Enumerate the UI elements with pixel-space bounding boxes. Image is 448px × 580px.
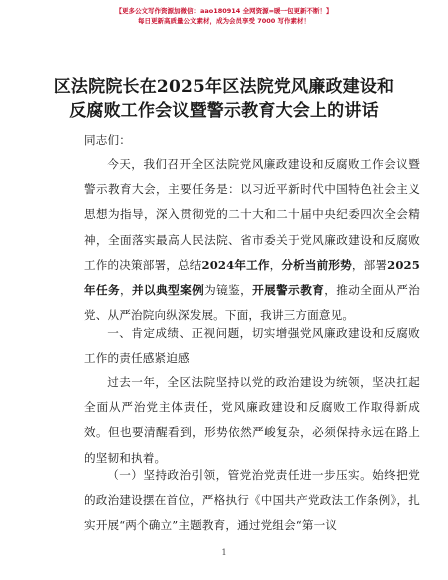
promo-banner-line2: 每日更新高质量公文素材，成为会员享受 7000 写作素材！	[137, 17, 311, 25]
intro-text-a: 今天，我们召开全区法院党风廉政建设和反腐败工作会议暨警示教育大会，主要任务是：以习近平新时代中国特色社会主义思想为指导，深入贯彻党的二十大和二十届中央纪委四次全会精神，全面落实最高人民法院、省市委关于党风廉政建设和反腐败工作的决策部署，总结	[84, 157, 420, 272]
body-paragraph-2: 过去一年，全区法院坚持以党的政治建设为统领，坚决扛起全面从严治党主体责任，党风廉政建设和反腐败工作取得新成效。但也要清醒看到，形势依然严峻复杂，必须保持永远在路上的坚韧和执着。	[84, 375, 420, 465]
page-number: 1	[221, 548, 227, 557]
intro-bold-2025-tasks: 2025年任务	[84, 257, 420, 298]
intro-paragraph	[84, 152, 420, 328]
intro-text-e: ，部署	[351, 257, 388, 272]
intro-bold-cases: 并以典型案例	[132, 283, 205, 298]
intro-bold-situation: 分析当前形势	[281, 257, 352, 272]
promo-banner-line1: 【更多公文写作资源加微信：aao180914 全网资源=暖一包更新不断！】	[115, 7, 333, 15]
intro-text-i: 为镜鉴，	[204, 283, 253, 298]
intro-text-k: ，推动全面从严治党、从严治院向纵深发展。下面，我讲三方面意见。	[84, 283, 421, 323]
promo-banner	[0, 6, 448, 26]
intro-text-c: ，	[269, 257, 282, 272]
document-title: 区法院院长在2025年区法院党风廉政建设和反腐败工作会议暨警示教育大会上的讲话	[53, 77, 395, 121]
body-paragraph-3: （一）坚持政治引领，管党治党责任进一步压实。始终把党的政治建设摆在首位，严格执行《中国共产党政法工作条例》，扎实开展“两个确立”主题教育，通过党组会“第一议	[84, 468, 420, 533]
section-heading-1: 一、肯定成绩、正视问题，切实增强党风廉政建设和反腐败工作的责任感紧迫感	[84, 326, 420, 366]
intro-bold-2024-work: 2024年工作	[201, 257, 270, 272]
intro-bold-warning: 开展警示教育	[252, 283, 325, 298]
greeting: 同志们：	[84, 133, 131, 147]
intro-text-g: ，	[120, 283, 133, 298]
